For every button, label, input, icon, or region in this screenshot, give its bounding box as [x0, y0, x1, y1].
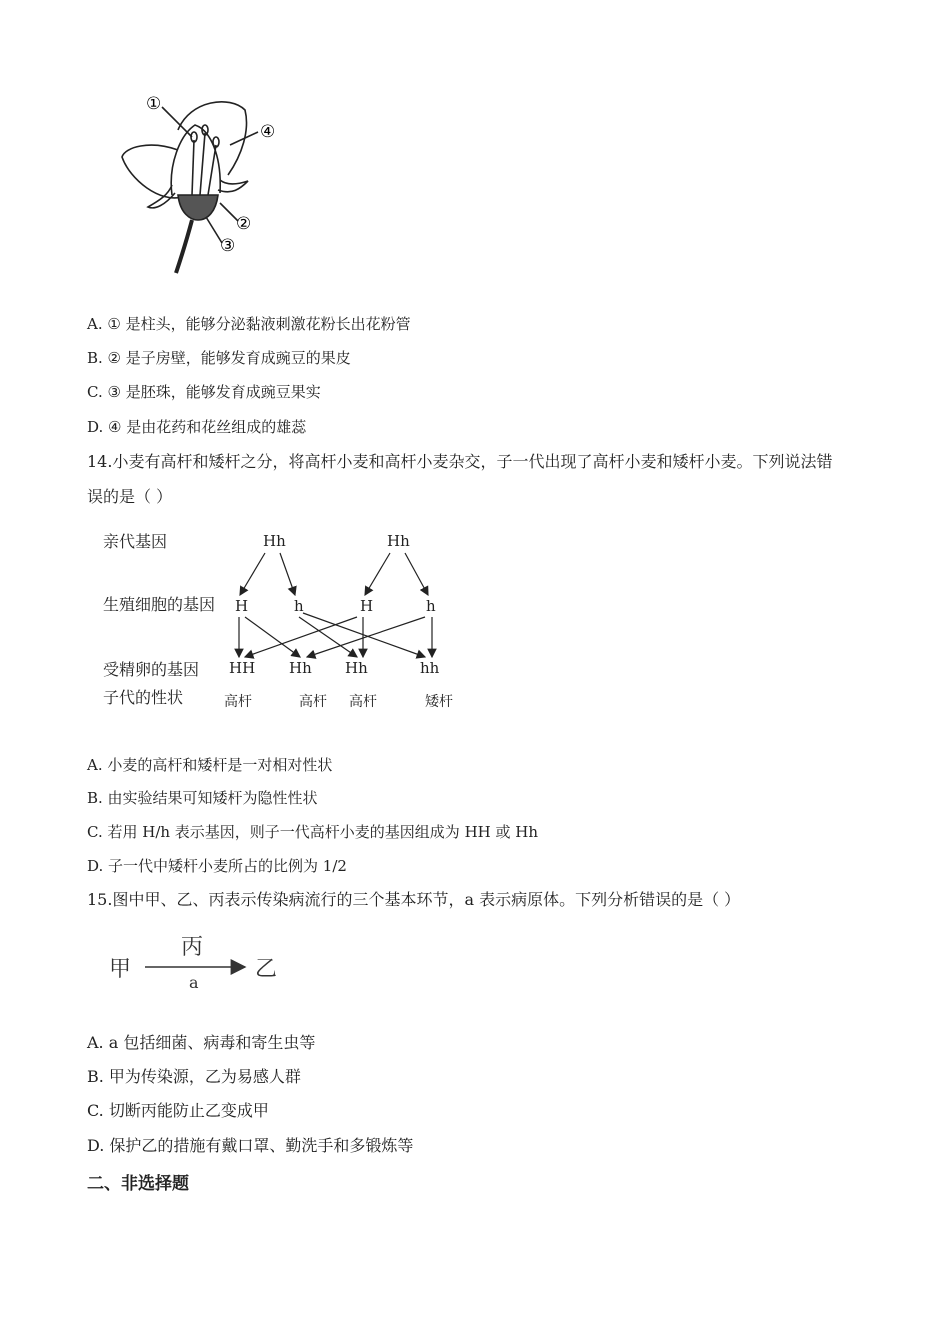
- q14-option-c[interactable]: C. 若用 H/h 表示基因，则子一代高杆小麦的基因组成为 HH 或 Hh: [87, 823, 539, 841]
- q15-option-d[interactable]: D. 保护乙的措施有戴口罩、勤洗手和多锻炼等: [87, 1136, 414, 1155]
- q14-stem-line2: 误的是（ ）: [87, 487, 173, 506]
- row-label-traits: 子代的性状: [103, 688, 184, 707]
- q15-left-label: 甲: [109, 957, 132, 982]
- q14-option-b[interactable]: B. 由实验结果可知矮杆为隐性性状: [87, 789, 318, 807]
- zygote-2: Hh: [289, 659, 312, 677]
- zygote-3: Hh: [345, 659, 368, 677]
- flower-label-2: ②: [236, 214, 252, 234]
- flower-label-3: ③: [220, 236, 236, 256]
- trait-2: 高杆: [299, 694, 327, 710]
- trait-3: 高杆: [349, 694, 377, 710]
- zygote-4: hh: [420, 659, 440, 677]
- gamete-1: H: [235, 597, 249, 615]
- flower-label-1: ①: [146, 94, 162, 114]
- q15-top-label: 丙: [181, 935, 204, 960]
- parent-1: Hh: [263, 532, 286, 550]
- gamete-4: h: [426, 597, 436, 615]
- zygote-1: HH: [229, 659, 256, 677]
- q13-option-a[interactable]: A. ① 是柱头，能够分泌黏液刺激花粉长出花粉管: [87, 315, 411, 333]
- q14-genetic-diagram: [95, 525, 485, 720]
- row-label-zygotes: 受精卵的基因: [103, 660, 200, 679]
- q13-option-b[interactable]: B. ② 是子房壁，能够发育成豌豆的果皮: [87, 349, 351, 367]
- row-label-gametes: 生殖细胞的基因: [103, 595, 216, 614]
- gamete-3: H: [360, 597, 374, 615]
- q15-right-label: 乙: [255, 957, 278, 982]
- q15-stem: 15.图中甲、乙、丙表示传染病流行的三个基本环节，a 表示病原体。下列分析错误的是（ ）: [87, 890, 741, 909]
- row-label-parents: 亲代基因: [103, 532, 168, 551]
- gamete-2: h: [294, 597, 304, 615]
- q15-bottom-label: a: [189, 973, 199, 992]
- q14-stem-line1: 14.小麦有高杆和矮杆之分，将高杆小麦和高杆小麦杂交，子一代出现了高杆小麦和矮杆小麦。下列说法错: [87, 452, 833, 471]
- q15-option-b[interactable]: B. 甲为传染源，乙为易感人群: [87, 1067, 301, 1086]
- section-heading: 二、非选择题: [87, 1174, 189, 1194]
- q13-option-c[interactable]: C. ③ 是胚珠，能够发育成豌豆果实: [87, 383, 321, 401]
- parent-2: Hh: [387, 532, 410, 550]
- q13-option-d[interactable]: D. ④ 是由花药和花丝组成的雄蕊: [87, 418, 307, 436]
- trait-1: 高杆: [224, 694, 252, 710]
- flower-label-4: ④: [260, 122, 276, 142]
- trait-4: 矮杆: [425, 694, 453, 710]
- q15-option-c[interactable]: C. 切断丙能防止乙变成甲: [87, 1101, 269, 1120]
- q15-option-a[interactable]: A. a 包括细菌、病毒和寄生虫等: [87, 1033, 316, 1052]
- q14-option-a[interactable]: A. 小麦的高杆和矮杆是一对相对性状: [87, 756, 333, 774]
- q14-option-d[interactable]: D. 子一代中矮杆小麦所占的比例为 1/2: [87, 857, 347, 875]
- q15-transmission-diagram: [105, 928, 295, 998]
- flower-figure: [110, 85, 300, 280]
